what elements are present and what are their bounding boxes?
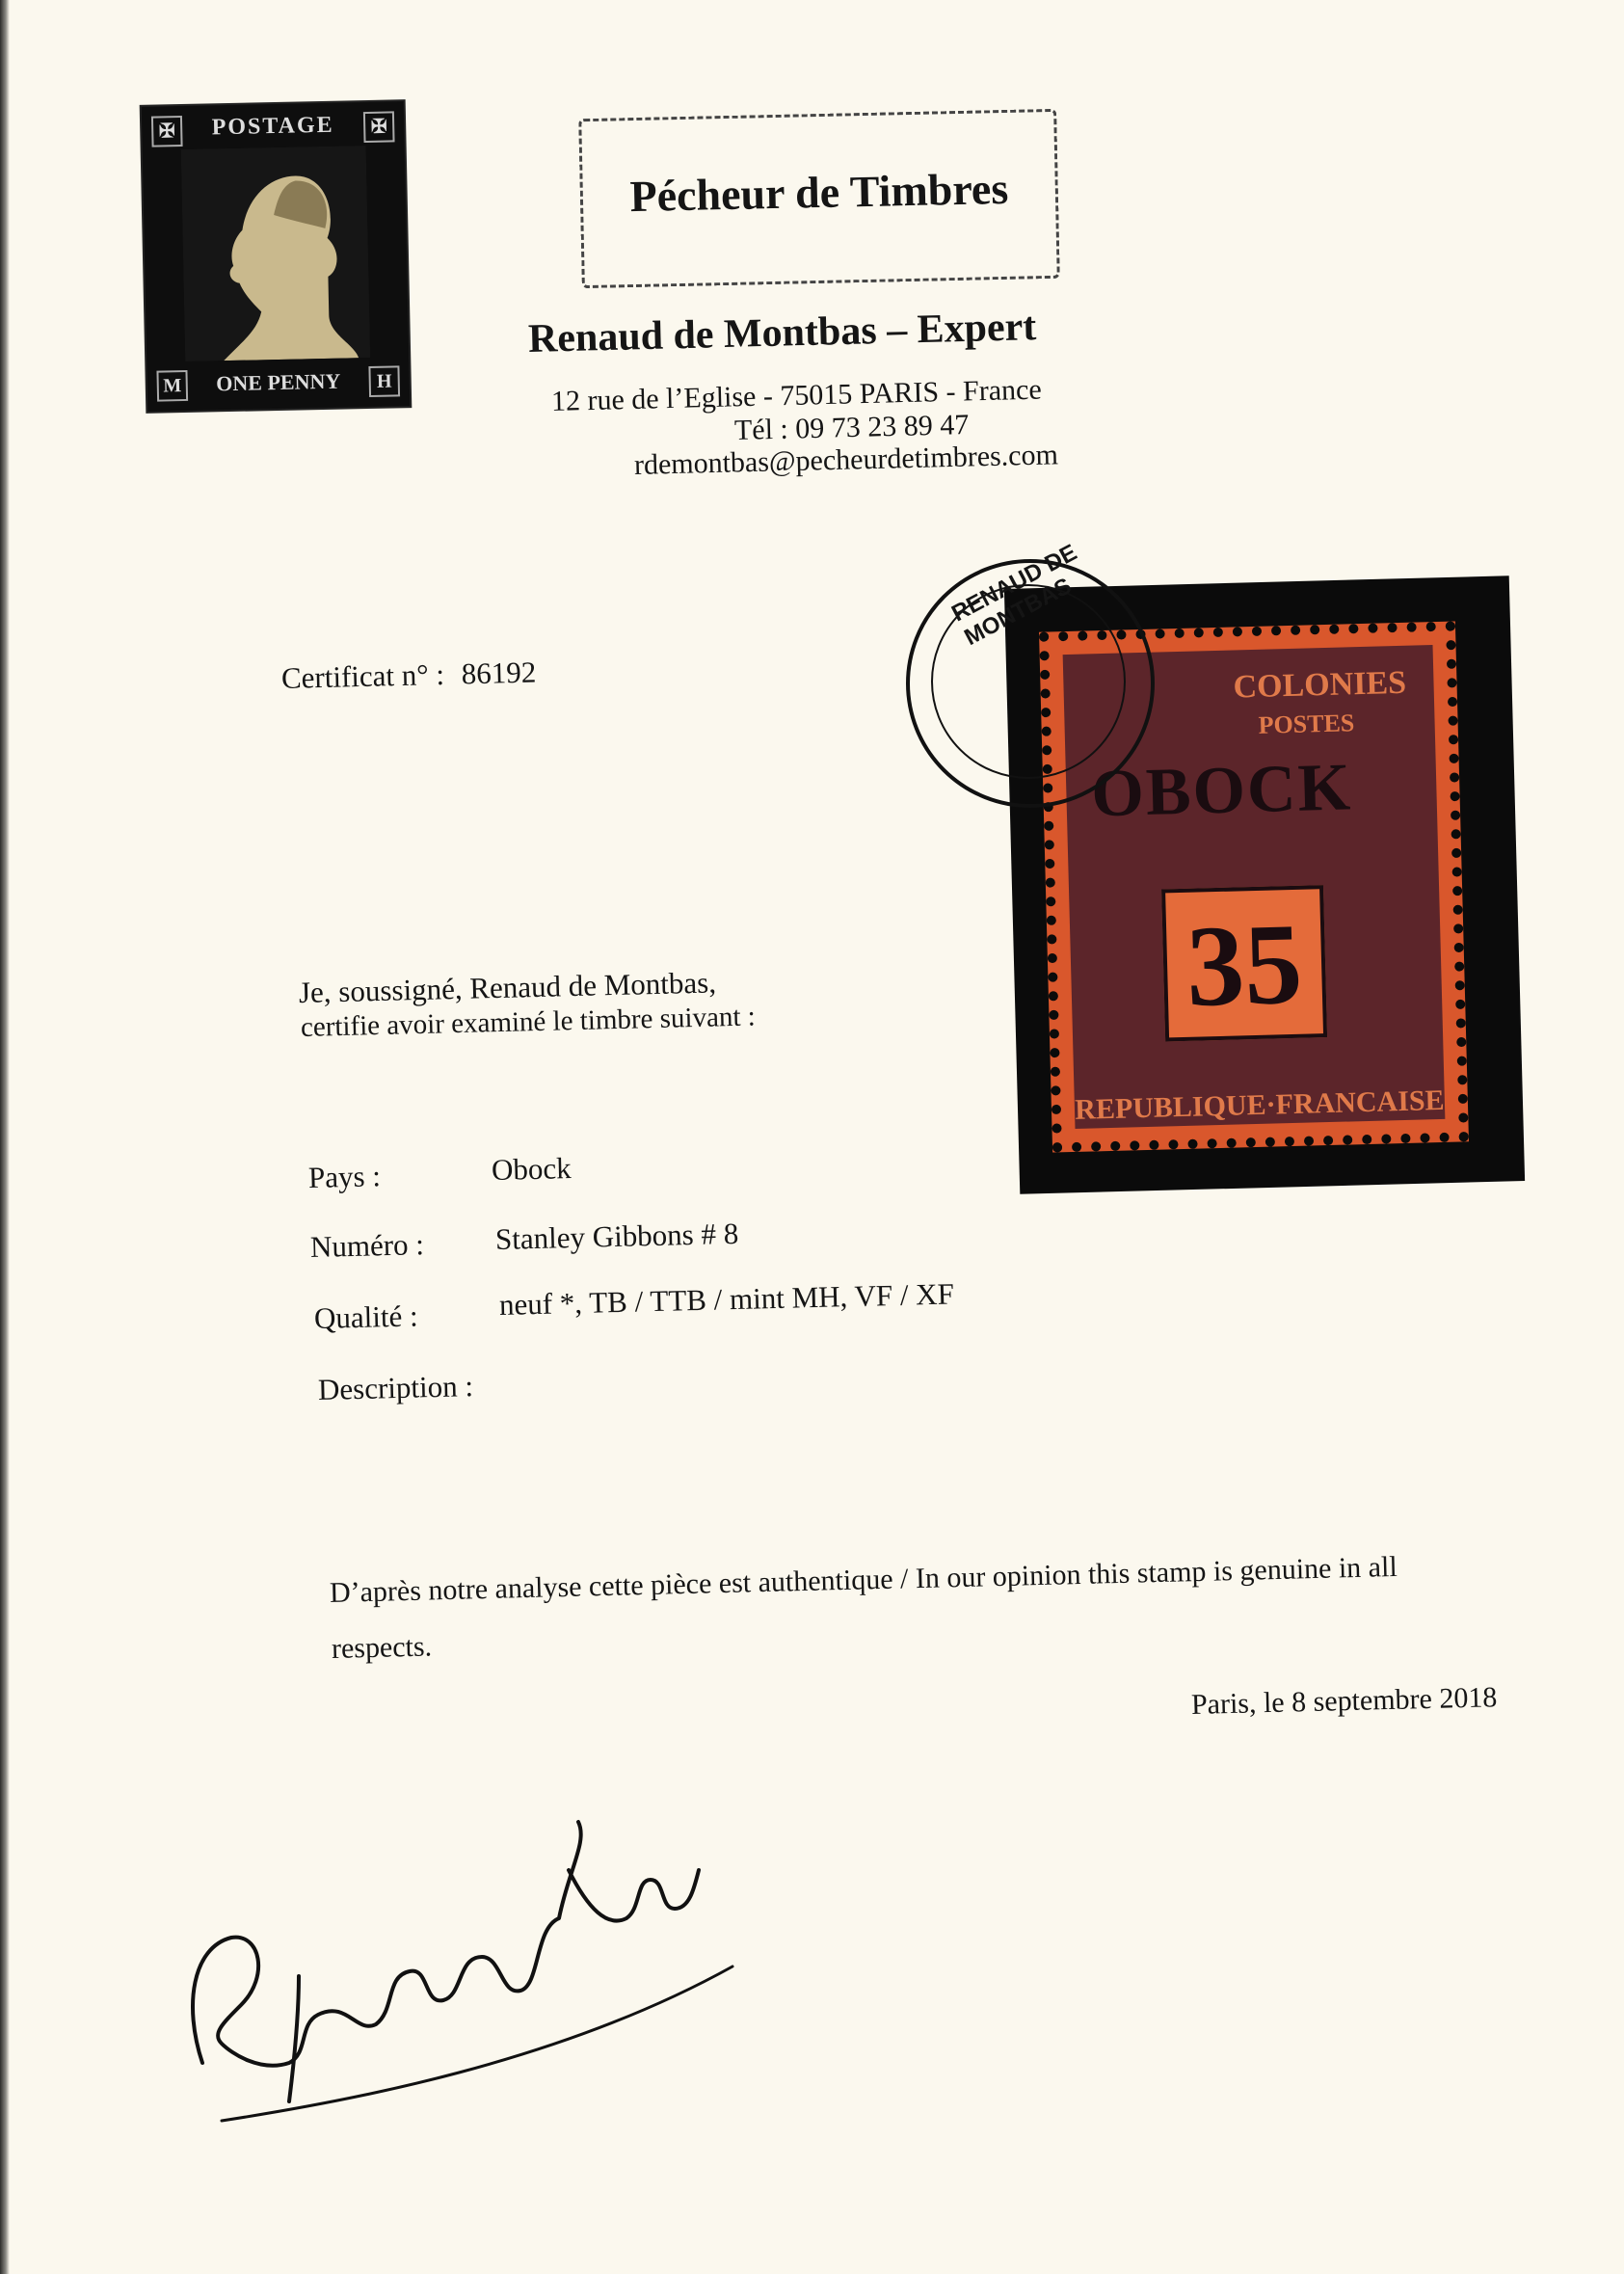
conclusion-line-1: D’après notre analyse cette pièce est authentique / In our opinion this stamp is genuine in all [329, 1550, 1398, 1609]
field-label-pays: Pays : [307, 1159, 382, 1194]
handwritten-signature [154, 1812, 752, 2130]
email: rdemontbas@pecheurdetimbres.com [633, 439, 1059, 481]
stamp-letter-right: H [368, 365, 400, 397]
stamp-value-box [1161, 885, 1327, 1041]
cachet-text: RENAUD DE MONTBAS [947, 539, 1081, 652]
date-line: Paris, le 8 septembre 2018 [1190, 1681, 1498, 1721]
stamp-colonies-text: COLONIES [1233, 664, 1407, 706]
company-name: Pécheur de Timbres [629, 163, 1009, 222]
company-name-box [578, 109, 1060, 288]
certificate-number: 86192 [461, 655, 537, 691]
stamp-postes-text: POSTES [1258, 709, 1355, 739]
queen-profile-icon [181, 146, 371, 361]
certificate-label [281, 655, 537, 696]
conclusion-line-2: respects. [331, 1630, 433, 1665]
address: 12 rue de l’Eglise - 75015 PARIS - France [550, 373, 1043, 417]
stamp-letter-left: M [156, 370, 188, 402]
expert-cachet-stamp [906, 539, 1155, 808]
stamp-value: 35 [1185, 898, 1304, 1030]
star-icon: ✠ [363, 111, 395, 143]
field-label-qualite: Qualité : [313, 1298, 418, 1335]
expert-name: Renaud de Montbas – Expert [527, 305, 1037, 361]
field-value-pays: Obock [491, 1150, 572, 1187]
field-label-numero: Numéro : [309, 1227, 425, 1264]
penny-black-stamp-image [142, 101, 411, 412]
intro-line-1: Je, soussigné, Renaud de Montbas, [298, 965, 717, 1009]
phone: Tél : 09 73 23 89 47 [733, 409, 970, 446]
stamp-overprint: OBOCK [1090, 750, 1353, 832]
certificate-number-label: Certificat n° : [280, 656, 445, 695]
star-icon: ✠ [151, 116, 183, 147]
field-value-numero: Stanley Gibbons # 8 [494, 1216, 739, 1256]
stamp-one-penny-text: ONE PENNY [216, 368, 341, 396]
field-value-qualite: neuf *, TB / TTB / mint MH, VF / XF [498, 1276, 955, 1322]
stamp-republique-text: REPUBLIQUE·FRANCAISE [1074, 1083, 1445, 1126]
field-label-description: Description : [317, 1369, 474, 1406]
stamp-postage-text: POSTAGE [211, 112, 334, 141]
intro-line-2: certifie avoir examiné le timbre suivant : [300, 1001, 757, 1043]
